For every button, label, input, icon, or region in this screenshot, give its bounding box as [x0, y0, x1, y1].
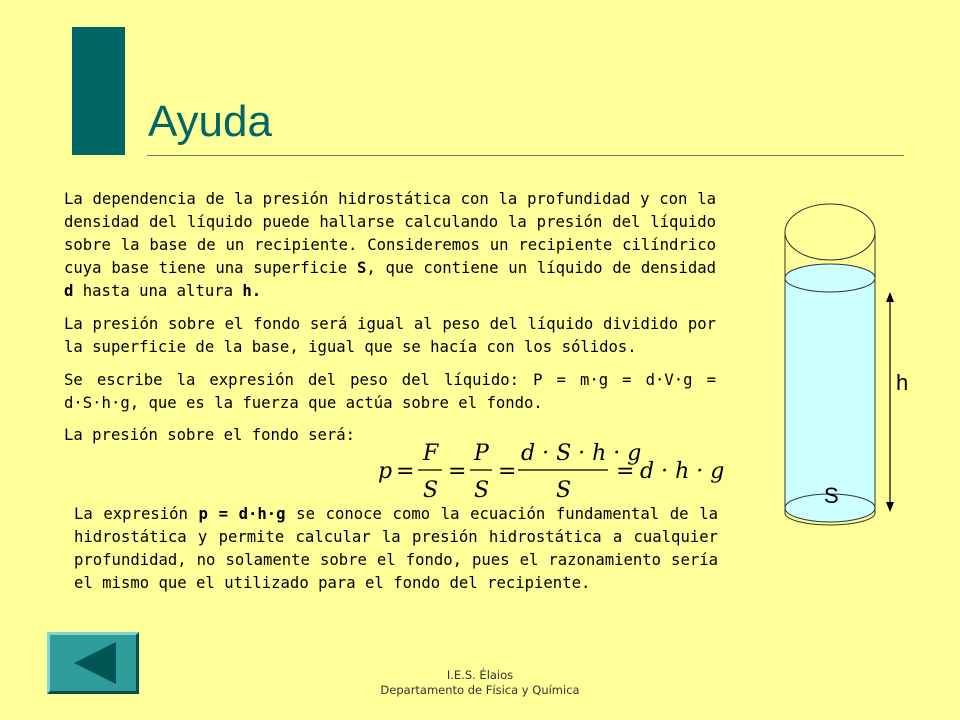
- liquid-column: [785, 278, 875, 508]
- base-area-label: S: [824, 483, 839, 508]
- liquid-surface-ellipse: [785, 264, 875, 292]
- eq-equals-2: =: [448, 459, 467, 484]
- intro-bold-s: S: [356, 259, 367, 277]
- cylinder-figure: [782, 200, 922, 530]
- footer: [330, 668, 630, 698]
- intro-text-3: hasta una altura: [73, 282, 243, 300]
- fundamental-text-2: se conoce como la ecuación fundamental de la hidrostática y permite calcular la presión hidrostática a cualquier profundidad, no solamente sobre el fondo, pues el razonamiento sería el mismo que el utilizado para el fondo del recipiente.: [74, 505, 718, 592]
- fundamental-text-1: La expresión: [74, 505, 199, 523]
- pressure-equation: [378, 438, 738, 503]
- eq-result-dhg: d · h · g: [640, 459, 725, 484]
- back-triangle-shape: [74, 642, 116, 684]
- eq-equals-4: =: [616, 459, 635, 484]
- title-accent-bar: [72, 27, 125, 155]
- intro-bold-h: h.: [242, 282, 262, 300]
- back-button[interactable]: [47, 632, 139, 694]
- paragraph-fundamental: [74, 503, 718, 595]
- eq-equals-3: =: [498, 459, 517, 484]
- eq-den-S-2: S: [474, 478, 490, 503]
- eq-num-P: P: [474, 441, 489, 466]
- eq-num-F: F: [423, 441, 439, 466]
- footer-department: Departamento de Física y Química: [380, 683, 580, 697]
- cylinder-top-ellipse: [785, 204, 875, 260]
- paragraph-pressure: La presión sobre el fondo será igual al peso del líquido dividido por la superficie de la base, igual que se hacía con los sólidos.: [64, 315, 716, 356]
- intro-text-2: , que contiene un líquido de densidad: [366, 259, 716, 277]
- paragraph-intro: [64, 188, 716, 303]
- eq-p: p: [378, 459, 393, 484]
- equation-svg: [378, 438, 738, 503]
- height-arrow-top: [886, 292, 894, 302]
- eq-den-S-1: S: [423, 478, 439, 503]
- height-label: h: [896, 370, 909, 395]
- footer-school: I.E.S. Élaios: [446, 668, 514, 682]
- eq-equals-1: =: [396, 459, 415, 484]
- title-underline: [147, 155, 904, 156]
- intro-text-1: La dependencia de la presión hidrostática con la profundidad y con la densidad del líquido puede hallarse calculando la presión del líquido sobre la base de un recipiente. Consideremos un recipiente cilíndrico cuya base tiene una superficie: [64, 190, 716, 277]
- intro-bold-d: d: [64, 282, 74, 300]
- left-triangle-back-icon: [50, 635, 136, 691]
- fundamental-bold-formula: p = d·h·g: [198, 505, 286, 523]
- paragraph-pressure-bottom: La presión sobre el fondo será:: [64, 426, 356, 444]
- eq-den-S-3: S: [556, 478, 572, 503]
- paragraph-weight: Se escribe la expresión del peso del líquido: P = m·g = d·V·g = d·S·h·g, que es la fuerza que actúa sobre el fondo.: [64, 371, 716, 412]
- slide-title: Ayuda: [148, 97, 272, 146]
- eq-num-dShg: d · S · h · g: [521, 441, 642, 466]
- height-arrow-bottom: [886, 502, 894, 512]
- cylinder-svg: [782, 200, 922, 530]
